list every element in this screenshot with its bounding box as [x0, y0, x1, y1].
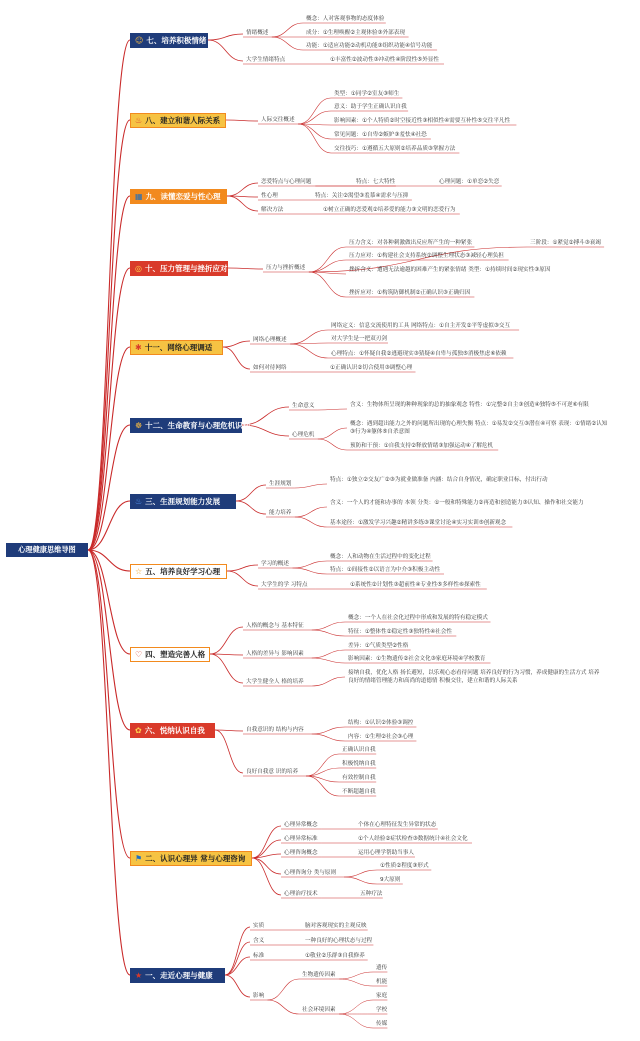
- branch-label: 四、塑造完善人格: [145, 649, 206, 659]
- item-label[interactable]: 特点：七大特性: [356, 179, 396, 185]
- item-label[interactable]: 9大原则: [380, 877, 401, 883]
- branch-label: 五、培养良好学习心理: [145, 566, 221, 576]
- branch-label: 七、培养积极情绪: [146, 35, 207, 45]
- item-label[interactable]: 网络定义：信息交流使用的工具 网络特点：①自主开发②平等虚拟③交互: [331, 323, 511, 329]
- target-icon: ◎: [135, 263, 142, 273]
- item-label[interactable]: 心理特点：①怀疑自我②逃避现实③猜疑④自卑与孤独⑤消极焦虑⑥依赖: [331, 351, 507, 357]
- group-label[interactable]: 含义: [253, 938, 265, 944]
- branch-10[interactable]: [130, 723, 215, 738]
- item-label[interactable]: 意义：助于学生正确认识自我: [334, 104, 407, 110]
- item-label[interactable]: ①性质②程度③形式: [380, 863, 429, 869]
- item-label[interactable]: 概念：遇到超出能力之外的问题所出现的心理失衡 特点：①易发②交互③潜在④可察 表现：①情绪②认知③行为④躯体⑤自杀意图: [350, 421, 608, 435]
- group-label[interactable]: 人格的概念与 基本特征: [246, 623, 304, 629]
- group-label[interactable]: 心理危机: [292, 432, 315, 438]
- group-label[interactable]: 实质: [253, 923, 265, 929]
- item-label[interactable]: 不断超越自我: [342, 789, 376, 795]
- item-label[interactable]: 影响因素：①生物遗传②社会文化③家庭环境④学校教育: [348, 656, 486, 662]
- item-label[interactable]: 特征：①整体性②稳定性③独特性④社会性: [348, 629, 452, 635]
- root-node[interactable]: 心理健康思维导图: [6, 543, 88, 557]
- group-label[interactable]: 心理咨询分 类与原则: [284, 870, 337, 876]
- subgroup-label[interactable]: 社会环境因素: [302, 1007, 336, 1013]
- item-label[interactable]: 机能: [376, 979, 388, 985]
- group-label[interactable]: 网络心理概述: [253, 337, 287, 343]
- group-label[interactable]: 大学生健全人 格的培养: [246, 679, 304, 685]
- item-label[interactable]: 运用心理学帮助当事人: [358, 850, 414, 856]
- subgroup-label[interactable]: 生物遗传因素: [302, 972, 336, 978]
- group-label[interactable]: 生命意义: [292, 403, 315, 409]
- heart-icon: ♡: [135, 649, 143, 659]
- branch-4[interactable]: [130, 261, 228, 276]
- group-label[interactable]: 标准: [253, 953, 265, 959]
- group-label[interactable]: 心理咨询概念: [284, 850, 318, 856]
- item-label[interactable]: 差异：①气质类型②性格: [348, 643, 409, 649]
- item-label[interactable]: ①正确认识②切合使用③调整心理: [330, 365, 413, 371]
- item-label[interactable]: 常见问题：①自卑②嫉妒③羞怯④社恐: [334, 132, 427, 138]
- item-label[interactable]: 脑对客观现实的主观反映: [305, 923, 367, 929]
- item-label[interactable]: 内容：①生理②社会③心理: [348, 734, 414, 740]
- branch-label: 十二、生命教育与心理危机识别: [145, 420, 251, 430]
- toolbox-icon: ✱: [135, 342, 142, 352]
- branch-label: 十一、网络心理调适: [144, 342, 213, 352]
- book-icon: ▦: [135, 191, 143, 201]
- item-label[interactable]: 含义：生物体所呈现的种种现象的总的抽象观念 特性：①完整②自主③创造④独特⑤不可逆⑥有限: [350, 402, 589, 408]
- branch-11[interactable]: [130, 851, 252, 866]
- branch-7[interactable]: [130, 494, 236, 509]
- item-label[interactable]: 挫折含义：遭遇无法逾越的困难产生的紧张情绪 类型：①持续时间②现实性③原因: [349, 267, 551, 273]
- item-label[interactable]: 结构：①认识②体验③调控: [348, 720, 414, 726]
- item-label[interactable]: 概念：人和动物在生活过程中的变化过程: [330, 554, 431, 560]
- item-label[interactable]: 概念：人对客观事物的态度体验: [306, 16, 385, 22]
- item-label[interactable]: 学校: [376, 1007, 388, 1013]
- atom-icon: ☸: [135, 420, 143, 430]
- item-label[interactable]: 遗传: [376, 965, 388, 971]
- item-label[interactable]: ①个人经验②症状检查③数据统计④社会文化: [358, 836, 468, 842]
- branch-label: 八、建立和谐人际关系: [145, 115, 221, 125]
- item-label[interactable]: ①系统性②计划性③超前性④专业性⑤多样性⑥探索性: [350, 582, 481, 588]
- group-label[interactable]: 如何对待网络: [253, 365, 287, 371]
- branch-12[interactable]: [130, 968, 225, 983]
- item-label[interactable]: 五种疗法: [360, 891, 383, 897]
- item-label[interactable]: 心理问题：①单恋②失恋: [439, 179, 500, 185]
- branch-8[interactable]: [130, 564, 227, 579]
- group-label[interactable]: 能力培养: [269, 510, 292, 516]
- group-label[interactable]: 学习的概述: [261, 561, 289, 567]
- item-label[interactable]: 挫折应对：①构筑防御机制②正确认识③正确归因: [349, 290, 471, 296]
- item-label[interactable]: 功能：①适应功能②动机功能③组织功能④信号功能: [306, 43, 433, 49]
- item-label[interactable]: 正确认识自我: [342, 747, 376, 753]
- item-label[interactable]: 压力应对：①构建社会支持系统②调整生理状态③减轻心理负担: [349, 253, 504, 259]
- item-label[interactable]: 传媒: [376, 1021, 388, 1027]
- group-label[interactable]: 良好自我意 识的培养: [246, 769, 299, 775]
- sunflower-icon: ✿: [135, 725, 142, 735]
- star-icon: ☆: [135, 566, 143, 576]
- group-label[interactable]: 人际交往概述: [261, 117, 295, 123]
- item-label[interactable]: 对大学生是一把双刃剑: [331, 336, 387, 342]
- item-label[interactable]: 接纳自我，优化人格 扬长避短，以乐观心态看待问题 培养良好的行为习惯，养成健康的生活方式 培养良好的情绪管理能力和高尚的道德情 积极交往，建立和谐的人际关系: [348, 670, 600, 684]
- item-label[interactable]: 积极悦纳自我: [342, 761, 376, 767]
- item-label[interactable]: 特点：关注②渴望③羞慕④需求与压抑: [315, 193, 409, 199]
- flame-icon: ♨: [135, 496, 143, 506]
- group-label[interactable]: 性心理: [261, 193, 278, 199]
- group-label[interactable]: 解决方法: [261, 207, 284, 213]
- item-label[interactable]: ①丰富性②波动性③冲动性④阶段性⑤外显性: [330, 57, 439, 63]
- star-icon: ★: [135, 970, 143, 980]
- smile-icon: ☺: [135, 35, 144, 45]
- item-label[interactable]: 压力含义：对各种刺激做出反应所产生的一种紧张: [349, 240, 473, 246]
- group-label[interactable]: 恋爱特点与心理问题: [261, 179, 312, 185]
- group-label[interactable]: 生涯规划: [269, 481, 292, 487]
- flame-icon: ♨: [135, 115, 143, 125]
- group-label[interactable]: 心理治疗技术: [284, 891, 318, 897]
- branch-label: 九、读懂恋爱与性心理: [145, 191, 221, 201]
- group-label[interactable]: 压力与挫折概述: [266, 265, 306, 271]
- group-label[interactable]: 人格的差异与 影响因素: [246, 651, 304, 657]
- branch-6[interactable]: [130, 418, 251, 433]
- item-label[interactable]: 特点：①间接性②以语言为中介③积极主动性: [330, 567, 441, 573]
- item-label[interactable]: 有效控制自我: [342, 775, 376, 781]
- item-label[interactable]: 一种良好的心理状态与过程: [305, 938, 373, 944]
- item-label[interactable]: 成分：①生理唤醒②主观体验③外部表现: [306, 30, 405, 36]
- item-label[interactable]: 预防和干预：①自我支持②释放情绪③加强运动④了解危机: [350, 443, 494, 449]
- branch-label: 一、走近心理与健康: [145, 970, 213, 980]
- branch-3[interactable]: [130, 189, 227, 204]
- branch-label: 十、压力管理与挫折应对: [144, 263, 228, 273]
- branch-label: 三、生涯规划能力发展: [145, 496, 221, 506]
- item-label[interactable]: ①敬业②乐群③自我修养: [305, 953, 365, 959]
- item-label[interactable]: 特点：①独立②交友广②③为就业做准备 内涵：结合自身情况，确定职业目标，付出行动: [330, 477, 548, 483]
- branch-label: 六、悦纳认识自我: [144, 725, 205, 735]
- item-label[interactable]: 基本途径：①激发学习兴趣②精讲多练③课堂讨论④实习实训⑤创新观念: [330, 520, 507, 526]
- branch-1[interactable]: [130, 33, 208, 48]
- item-label[interactable]: 交往技巧：①遵循五大原则②培养品质③掌握方法: [334, 146, 456, 152]
- branch-label: 二、认识心理异 常与心理咨询: [145, 853, 246, 863]
- group-label[interactable]: 大学生的学 习特点: [261, 582, 308, 588]
- item-label[interactable]: 类型：①同学②室友③师生: [334, 91, 400, 97]
- item-label[interactable]: 含义：一个人的才能和办事的 本领 分类：①一般和特殊能力②再造和创造能力③认知、操作和社交能力: [330, 500, 584, 506]
- branch-2[interactable]: [130, 113, 226, 128]
- group-label[interactable]: 大学生情绪特点: [246, 57, 286, 63]
- group-label[interactable]: 心理异常标准: [284, 836, 318, 842]
- flag-icon: ⚑: [135, 853, 143, 863]
- item-label[interactable]: 影响因素：①个人特质②时空接近性③相似性④需要互补性⑤交往平凡性: [334, 118, 511, 124]
- item-label[interactable]: ①树立正确的恋爱观②培养爱的能力③文明的恋爱行为: [323, 207, 456, 213]
- branch-5[interactable]: [130, 340, 223, 355]
- group-label[interactable]: 自我意识的 结构与内容: [246, 727, 304, 733]
- item-label[interactable]: 个体在心理特征发生异常的状态: [358, 822, 437, 828]
- branch-9[interactable]: [130, 647, 210, 662]
- item-label[interactable]: 概念：一个人在社会化过程中形成和发展的特有稳定模式: [348, 615, 488, 621]
- group-label[interactable]: 心理异常概念: [284, 822, 318, 828]
- item-label[interactable]: 家庭: [376, 993, 388, 999]
- group-label[interactable]: 影响: [253, 993, 265, 999]
- item-label[interactable]: 三阶段：①紧觉②搏斗③衰竭: [530, 240, 601, 246]
- group-label[interactable]: 情绪概述: [246, 30, 269, 36]
